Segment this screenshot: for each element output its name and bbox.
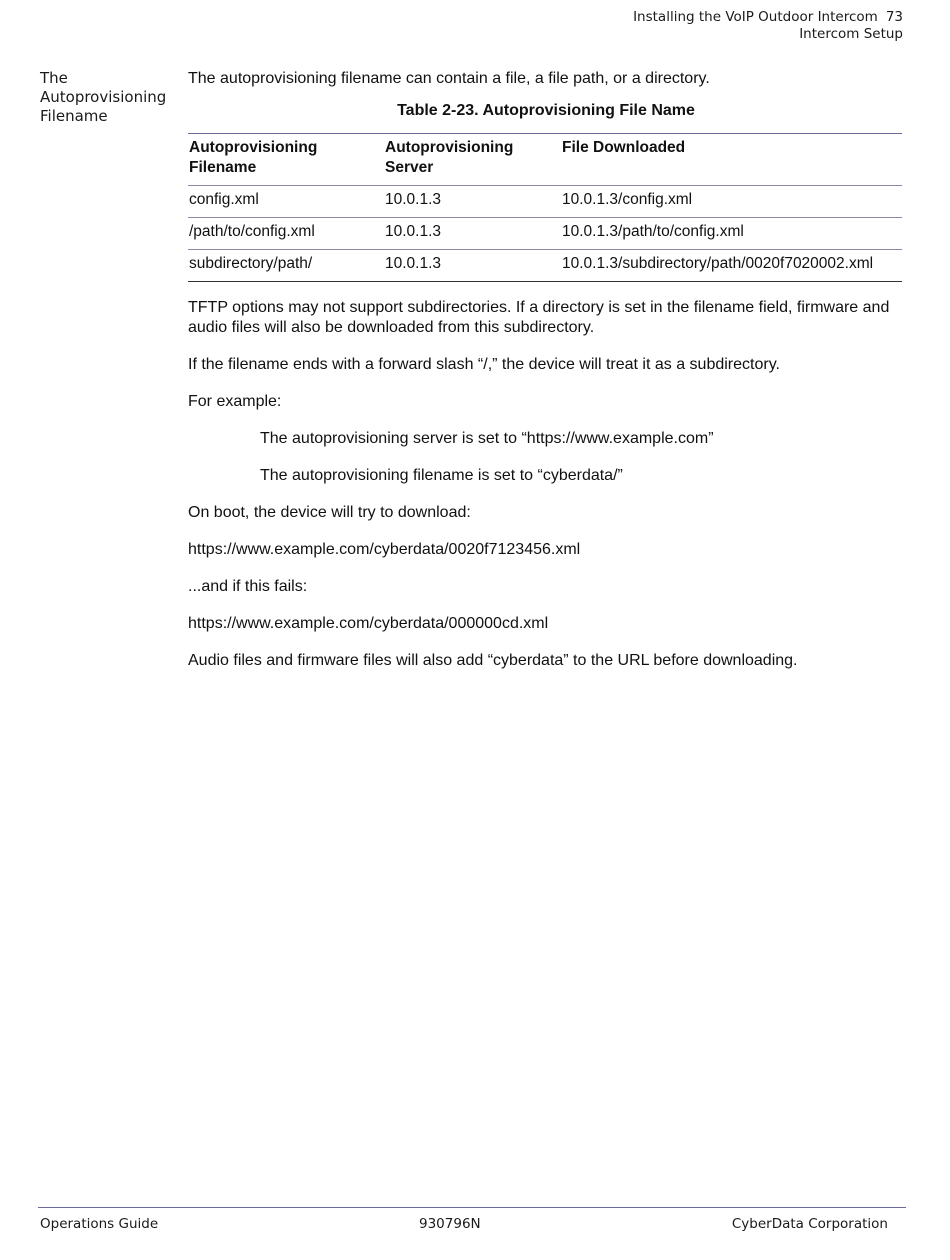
table-cell: 10.0.1.3/config.xml bbox=[562, 191, 693, 208]
column-header-server: Autoprovisioning Server bbox=[385, 139, 514, 176]
table-cell: 10.0.1.3/subdirectory/path/0020f7020002.xml bbox=[562, 255, 874, 272]
example-url: https://www.example.com/cyberdata/000000cd.xml bbox=[188, 615, 549, 632]
footer-document-number: 930796N bbox=[419, 1216, 481, 1232]
table-header-row bbox=[188, 134, 902, 186]
example-url: https://www.example.com/cyberdata/0020f7123456.xml bbox=[188, 541, 581, 558]
page-header bbox=[633, 9, 903, 43]
section-heading-line: Autoprovisioning bbox=[40, 88, 167, 106]
column-header-filename: Autoprovisioning Filename bbox=[189, 139, 318, 176]
table-cell: 10.0.1.3 bbox=[385, 191, 442, 208]
main-content bbox=[188, 69, 904, 688]
table-row bbox=[188, 218, 902, 250]
example-filename-line: The autoprovisioning filename is set to “cyberdata/” bbox=[260, 467, 623, 484]
column-header-file-downloaded: File Downloaded bbox=[562, 139, 686, 156]
table-cell: config.xml bbox=[189, 191, 259, 208]
body-paragraph: On boot, the device will try to download: bbox=[188, 504, 471, 521]
header-section: Intercom Setup bbox=[799, 26, 903, 42]
footer-guide-name: Operations Guide bbox=[40, 1216, 159, 1232]
table-cell: subdirectory/path/ bbox=[189, 255, 313, 272]
body-paragraph: Audio files and firmware files will also add “cyberdata” to the URL before downloading. bbox=[188, 652, 798, 669]
page-number: 73 bbox=[885, 9, 903, 25]
section-heading-line: Filename bbox=[40, 107, 108, 125]
section-heading-line: The bbox=[40, 69, 68, 87]
table-cell: /path/to/config.xml bbox=[189, 223, 315, 240]
header-chapter: Installing the VoIP Outdoor Intercom bbox=[633, 9, 878, 25]
body-paragraph: ...and if this fails: bbox=[188, 578, 308, 595]
table-caption: Table 2-23. Autoprovisioning File Name bbox=[397, 102, 695, 119]
table-row bbox=[188, 186, 902, 218]
table-cell: 10.0.1.3 bbox=[385, 223, 442, 240]
body-paragraph: TFTP options may not support subdirectories. If a directory is set in the filename field, firmware and audio files will also be downloaded from this subdirectory. bbox=[188, 299, 890, 336]
example-server-line: The autoprovisioning server is set to “https://www.example.com” bbox=[260, 430, 714, 447]
table-row bbox=[188, 250, 902, 282]
autoprovisioning-table bbox=[188, 133, 902, 282]
header-chapter-line bbox=[633, 9, 903, 26]
body-paragraph: For example: bbox=[188, 393, 282, 410]
table-cell: 10.0.1.3 bbox=[385, 255, 442, 272]
table-cell: 10.0.1.3/path/to/config.xml bbox=[562, 223, 744, 240]
footer-divider bbox=[38, 1207, 906, 1208]
section-heading bbox=[40, 69, 180, 126]
intro-paragraph: The autoprovisioning filename can contain a file, a file path, or a directory. bbox=[188, 70, 710, 87]
body-paragraph: If the filename ends with a forward slash “/,” the device will treat it as a subdirectory. bbox=[188, 356, 780, 373]
footer-company: CyberData Corporation bbox=[731, 1216, 888, 1232]
